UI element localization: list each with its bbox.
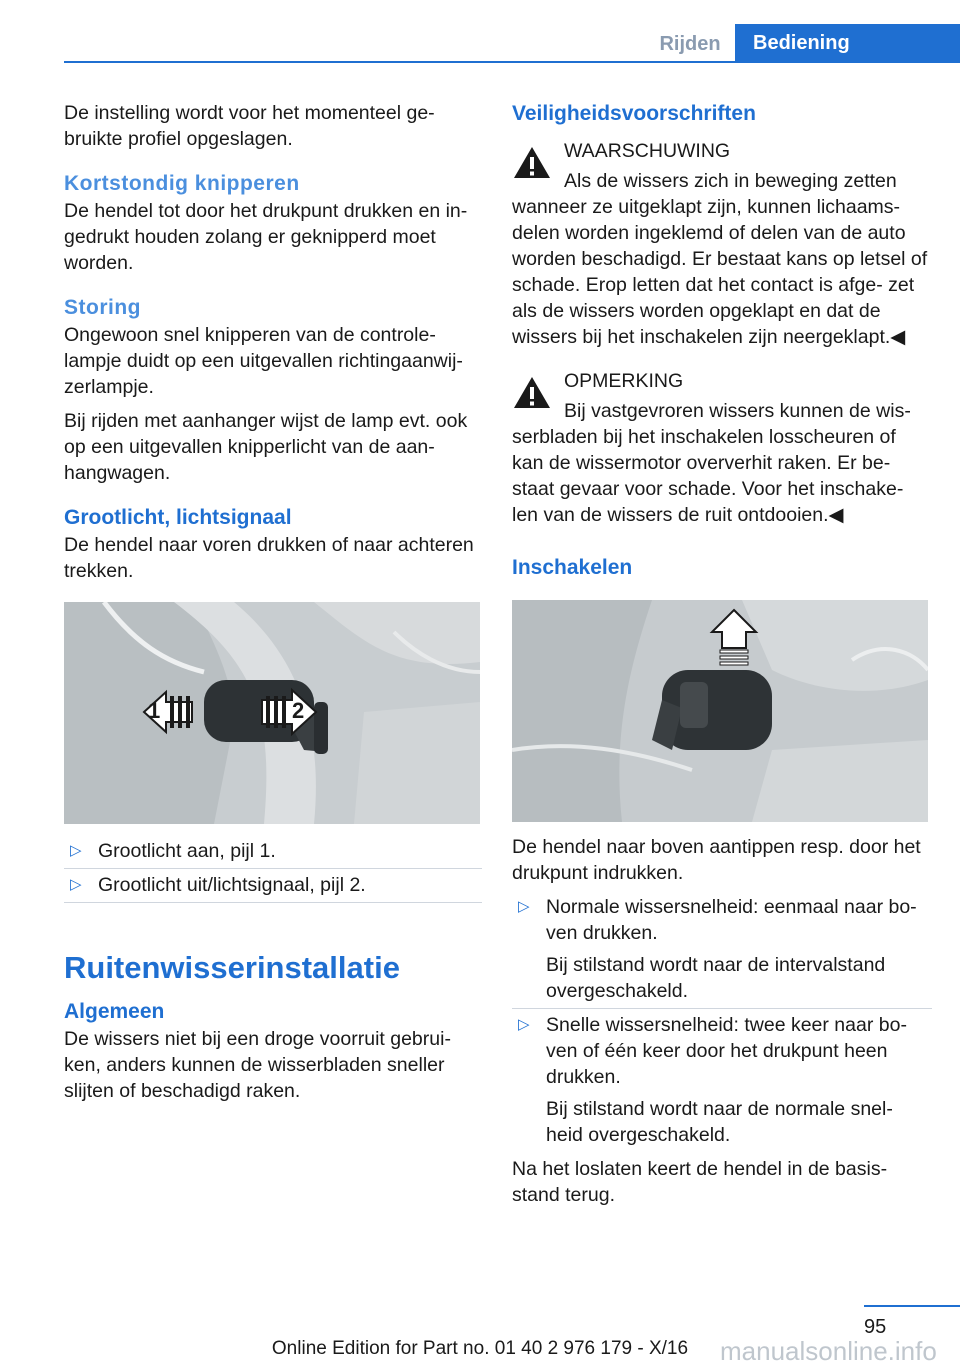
warning-first-line: Als de wissers zich in beweging zetten	[564, 170, 897, 192]
page-header	[0, 0, 960, 64]
lever-illustration-wiper	[512, 600, 928, 822]
left-column	[64, 100, 482, 1116]
list-item	[512, 1012, 932, 1148]
divider	[64, 902, 482, 903]
bullet-text: Snelle wissersnelheid: twee keer naar bo‐ ven of één keer door het drukpunt heen drukken.	[546, 1014, 907, 1088]
lever-headlight-drawing	[64, 602, 480, 824]
warning-box	[512, 138, 932, 350]
warning-triangle-icon	[512, 374, 552, 410]
footer-rule	[864, 1305, 960, 1307]
bullet-subtext: Bij stilstand wordt naar de normale snel‐ heid overgeschakeld.	[546, 1098, 893, 1146]
heading-kortstondig: Kortstondig knipperen	[64, 172, 300, 195]
warning-triangle-icon	[512, 144, 552, 180]
heading-veiligheidsvoorschriften: Veiligheidsvoorschriften	[512, 102, 756, 125]
storing-text-1: Ongewoon snel knipperen van de controle‐ lampje duidt op een uitgevallen richtingaanwij‐ zerlampje.	[64, 324, 463, 398]
header-rule	[64, 61, 960, 63]
heading-grootlicht: Grootlicht, lichtsignaal	[64, 506, 292, 529]
heading-storing: Storing	[64, 296, 141, 319]
heading-ruitenwisserinstallatie: Ruitenwisserinstallatie	[64, 950, 400, 985]
arrow-label-2: 2	[292, 698, 305, 723]
inschakelen-text: De hendel naar boven aantippen resp. door het drukpunt indrukken.	[512, 836, 921, 884]
section-storing	[64, 294, 482, 486]
triangle-bullet-icon: ▷	[518, 1016, 530, 1033]
section-algemeen	[64, 998, 482, 1104]
list-item	[64, 838, 482, 864]
bullet-subtext: Bij stilstand wordt naar de intervalstand overgeschakeld.	[546, 954, 886, 1002]
divider	[512, 1008, 932, 1009]
tab-rijden[interactable]: Rijden	[659, 33, 721, 55]
lever-illustration-headlight	[64, 602, 480, 824]
section-kortstondig	[64, 170, 482, 276]
grootlicht-list	[64, 838, 482, 898]
note-box	[512, 368, 932, 528]
arrow-label-1: 1	[148, 698, 161, 723]
warning-caption: WAARSCHUWING	[564, 140, 731, 162]
grootlicht-text: De hendel naar voren drukken of naar achteren trekken.	[64, 534, 474, 582]
intro-text: De instelling wordt voor het momenteel ge‐ bruikte profiel opgeslagen.	[64, 102, 435, 150]
bullet-text: Grootlicht uit/lichtsignaal, pijl 2.	[98, 874, 366, 896]
lever-wiper-drawing	[512, 600, 928, 822]
watermark-logo: manualsonline.info	[720, 1336, 937, 1366]
triangle-bullet-icon: ▷	[70, 876, 82, 893]
warning-text: wanneer ze uitgeklapt zijn, kunnen lichaams‐ delen worden ingeklemd of delen van de auto worden beschadigd. Er bestaat kans op letsel of schade. Erop letten dat het contact is afge‐ zet als de wissers worden opgeklapt en dat de wissers bij het inschakelen zijn neergeklapt.◀	[512, 196, 928, 348]
note-text: serbladen bij het inschakelen losscheuren of kan de wissermotor oververhit raken. Er be‐ staat gevaar voor schade. Voor het inschake‐ len van de wissers de ruit ontdooien.◀	[512, 426, 904, 526]
list-item	[64, 872, 482, 898]
triangle-bullet-icon: ▷	[518, 898, 530, 915]
closing-text: Na het loslaten keert de hendel in de basis‐ stand terug.	[512, 1158, 888, 1206]
algemeen-text: De wissers niet bij een droge voorruit gebrui‐ ken, anders kunnen de wisserbladen sneller slijten of beschadigd raken.	[64, 1028, 451, 1102]
right-column	[512, 100, 932, 1216]
storing-text-2: Bij rijden met aanhanger wijst de lamp evt. ook op een uitgevallen knipperlicht van de aan‐ hangwagen.	[64, 410, 468, 484]
heading-inschakelen: Inschakelen	[512, 556, 633, 579]
note-caption: OPMERKING	[564, 370, 684, 392]
section-grootlicht	[64, 504, 482, 584]
kortstondig-text: De hendel tot door het drukpunt drukken en in‐ gedrukt houden zolang er geknipperd moet worden.	[64, 200, 468, 274]
inschakelen-list	[512, 894, 932, 1148]
list-item	[512, 894, 932, 1004]
bullet-text: Normale wissersnelheid: eenmaal naar bo‐ ven drukken.	[546, 896, 917, 944]
triangle-bullet-icon: ▷	[70, 842, 82, 859]
page-number: 95	[864, 1316, 887, 1338]
heading-algemeen: Algemeen	[64, 1000, 165, 1023]
divider	[64, 868, 482, 869]
note-first-line: Bij vastgevroren wissers kunnen de wis‐	[564, 400, 911, 422]
tab-bediening[interactable]: Bediening	[735, 24, 960, 62]
edition-footer: Online Edition for Part no. 01 40 2 976 179 - X/16	[271, 1338, 689, 1359]
bullet-text: Grootlicht aan, pijl 1.	[98, 840, 276, 862]
